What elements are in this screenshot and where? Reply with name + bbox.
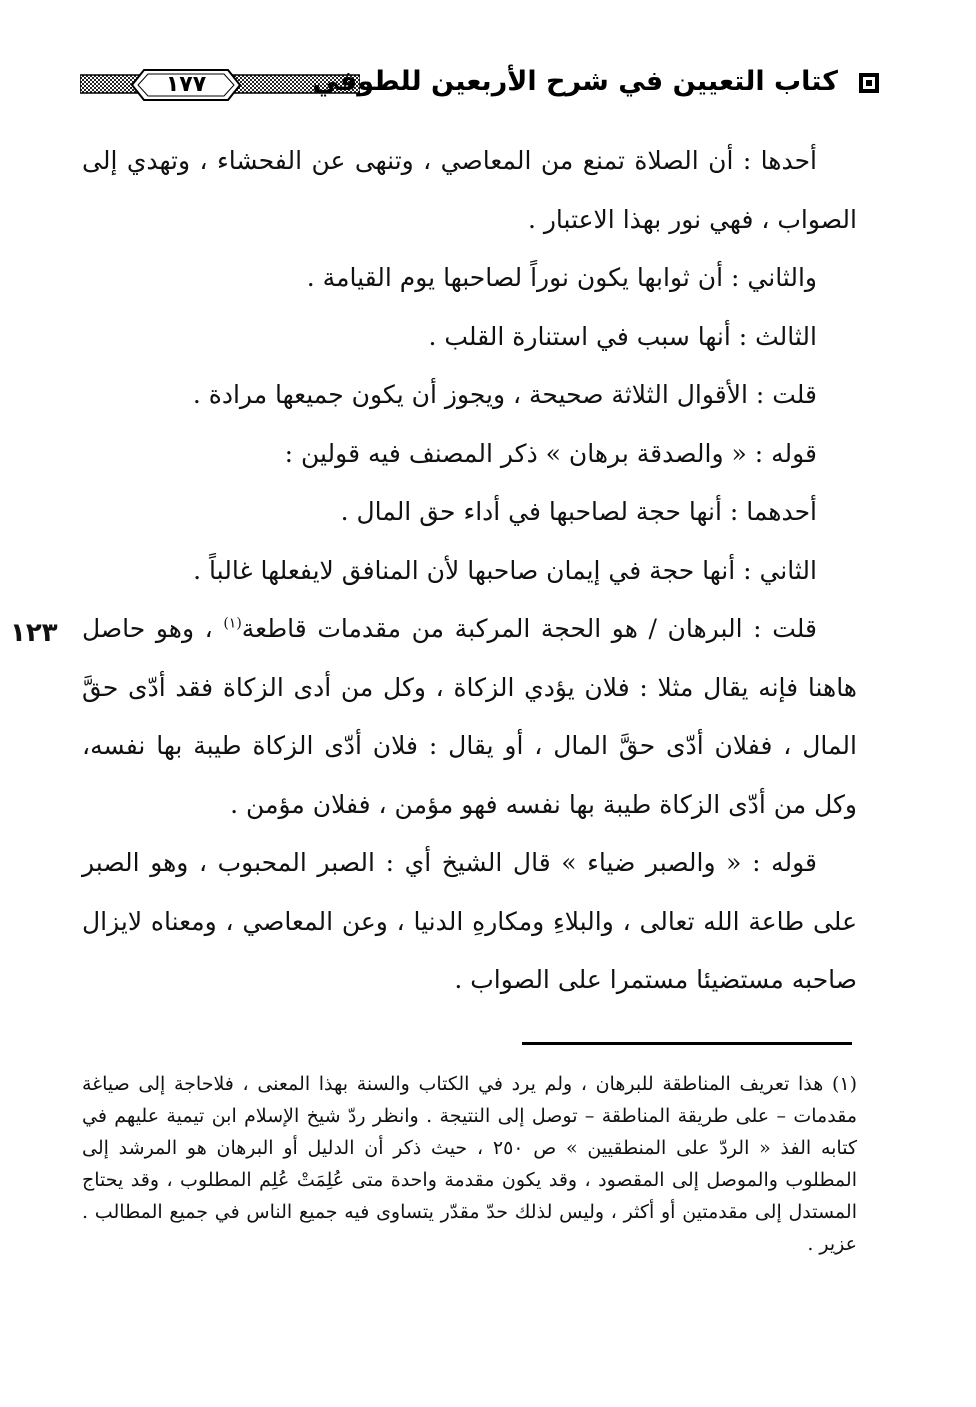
running-header [80, 60, 880, 112]
footnote: (١) هذا تعريف المناطقة للبرهان ، ولم يرد في الكتاب والسنة بهذا المعنى ، فلاحاجة إلى صياغة مقدمات – على طريقة المناطقة – توصل إلى النتيجة . وانظر ردّ شيخ الإسلام ابن تيمية عليهم في كتابه الفذ « الردّ على المنطقيين » ص ٢٥٠ ، حيث ذكر أن الدليل أو البرهان هو المرشد إلى المطلوب والموصل إلى المقصود ، وقد يكون مقدمة واحدة متى عُلِمَتْ عُلِم المطلوب ، وقد يحتاج المستدل إلى مقدمتين أو أكثر ، وليس لذلك حدّ مقدّر يتساوى فيه جميع الناس في جميع المطالب . عزير . [82, 1073, 857, 1255]
footnotes [82, 1068, 857, 1260]
paragraph: الثالث : أنها سبب في استنارة القلب . [428, 321, 817, 351]
paragraph-text: ، وهو حاصل هاهنا فإنه يقال مثلا : فلان يؤدي الزكاة ، وكل من أدى الزكاة فقد أدّى حقَّ المال ، ففلان أدّى حقَّ المال ، أو يقال : فلان أدّى الزكاة طيبة بها نفسه، وكل من أدّى الزكاة طيبة بها نفسه فهو مؤمن ، ففلان مؤمن . [82, 614, 857, 819]
paragraph: قوله : « والصدقة برهان » ذكر المصنف فيه قولين : [284, 438, 817, 468]
book-title: كتاب التعيين في شرح الأربعين للطوفي [312, 66, 838, 97]
paragraph: الثاني : أنها حجة في إيمان صاحبها لأن المنافق لايفعلها غالباً . [193, 555, 817, 585]
footnote-reference[interactable]: (١) [223, 615, 242, 632]
paragraph: والثاني : أن ثوابها يكون نوراً لصاحبها يوم القيامة . [306, 263, 817, 292]
paragraph-text: قلت : البرهان / هو الحجة المركبة من مقدمات قاطعة [241, 614, 817, 643]
paragraph: قوله : « والصبر ضياء » قال الشيخ أي : الصبر المحبوب ، وهو الصبر على طاعة الله تعالى ، والبلاءِ ومكارهِ الدنيا ، وعن المعاصي ، ومعناه لايزال صاحبه مستضيئا مستمرا على الصواب . [82, 848, 857, 994]
footnote-divider [522, 1042, 852, 1045]
margin-page-reference: ١٢٣ [10, 618, 58, 648]
paragraph: قلت : الأقوال الثلاثة صحيحة ، ويجوز أن يكون جميعها مرادة . [192, 380, 817, 409]
paragraph [82, 600, 857, 834]
paragraph: أحدها : أن الصلاة تمنع من المعاصي ، وتنهى عن الفحشاء ، وتهدي إلى الصواب ، فهي نور بهذا الاعتبار . [82, 146, 857, 234]
header-bullet-icon [858, 72, 880, 94]
page-number: ١٧٧ [165, 72, 207, 97]
main-text [82, 132, 857, 1010]
paragraph: أحدهما : أنها حجة لصاحبها في أداء حق المال . [340, 497, 817, 526]
